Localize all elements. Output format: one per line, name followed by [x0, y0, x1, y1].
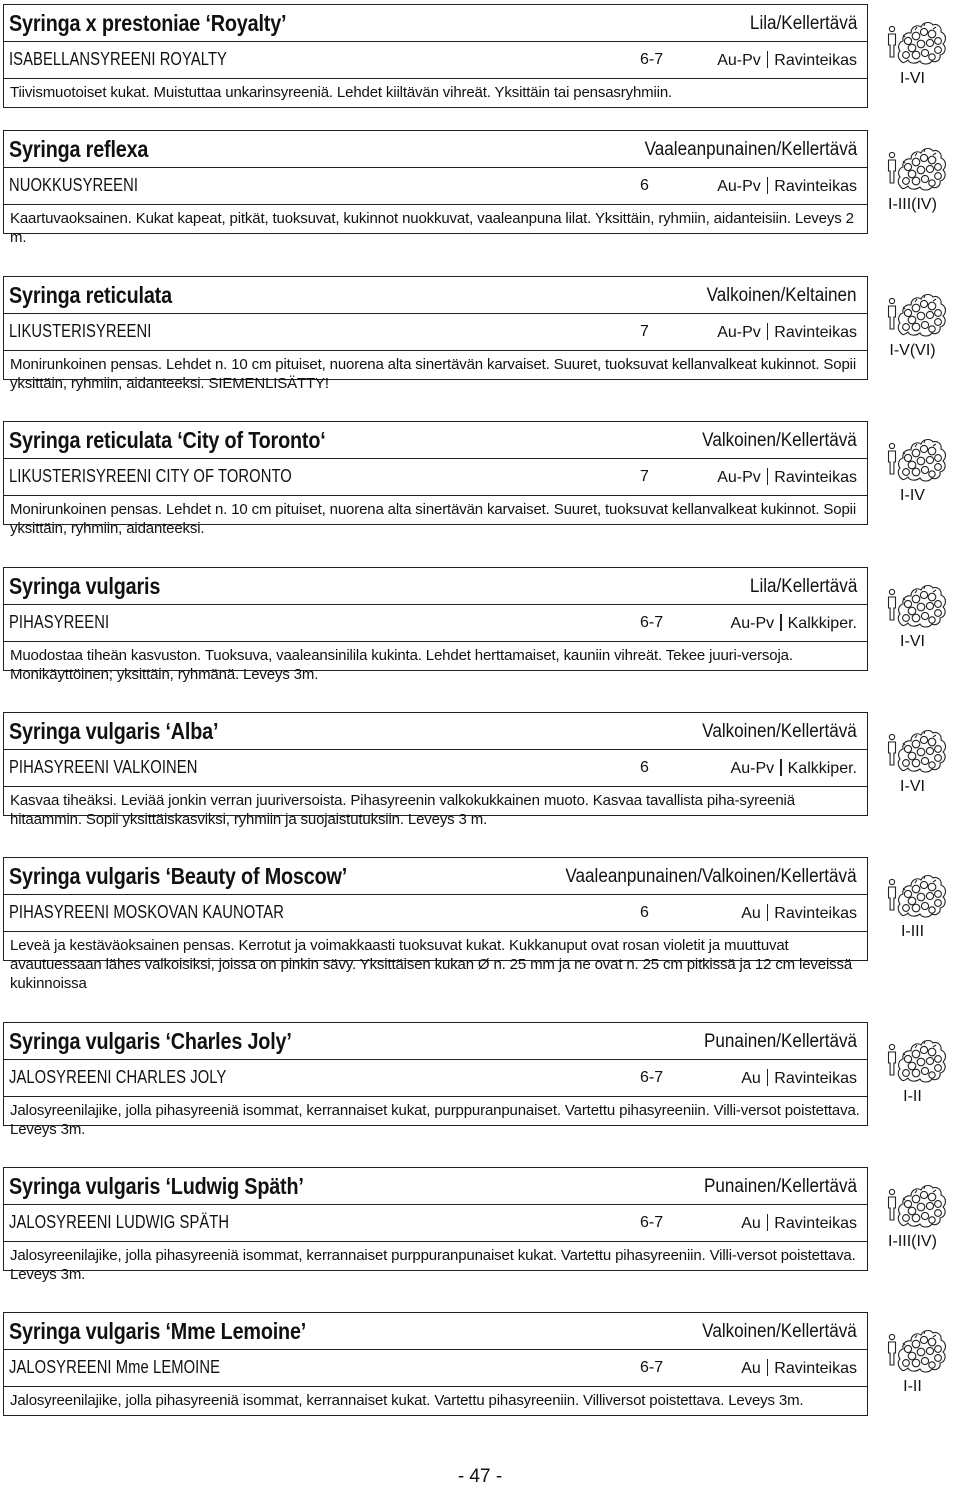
entry-table: [3, 1312, 868, 1416]
soil-requirement: Kalkkiper.: [787, 615, 857, 632]
light-requirement: Au: [741, 1360, 761, 1377]
size-hardiness-cell: [868, 130, 957, 234]
zone-value: 6-7: [640, 1359, 664, 1376]
separator: [767, 1359, 769, 1376]
shrub-with-person-icon: [886, 863, 948, 919]
soil-requirement: Ravinteikas: [774, 1360, 857, 1377]
description: Muodostaa tiheän kasvuston. Tuoksuva, vaaleansinililа kukinta. Lehdet herttamaiset, kauniin vihreät. Tekee juuri-versoja. Monikäyttöinen; yksittäin, ryhmänä. Leveys 3m.: [10, 647, 793, 683]
growing-conditions: [741, 1359, 857, 1378]
plant-entry: [3, 1312, 957, 1418]
description: Kasvaa tiheäksi. Leviää jonkin verran juuriversoista. Pihasyreenin valkokukkainen muoto. Kasvaa tavallista piha-syreeniä hitaammin. Sopii yksittäiskasviksi, ryhmiin ja suojaistutuksiin. Leveys 3 m.: [10, 792, 795, 828]
hardiness-zone: I-VI: [900, 778, 925, 795]
separator: [767, 904, 769, 921]
divider: [4, 350, 867, 351]
size-hardiness-cell: [868, 857, 957, 961]
separator: [780, 759, 782, 776]
growing-conditions: [741, 1214, 857, 1233]
light-requirement: Au-Pv: [730, 615, 775, 632]
separator: [767, 1069, 769, 1086]
plant-entry: [3, 130, 957, 246]
light-requirement: Au-Pv: [717, 178, 761, 195]
shrub-with-person-icon: [886, 1318, 948, 1374]
divider: [4, 204, 867, 205]
finnish-name: PIHASYREENI MOSKOVAN KAUNOTAR: [9, 902, 284, 922]
divider: [4, 1059, 867, 1060]
entry-table: [3, 1167, 868, 1283]
finnish-name: JALOSYREENI LUDWIG SPÄTH: [9, 1212, 230, 1232]
divider: [4, 604, 867, 605]
zone-value: 6: [640, 759, 649, 776]
zone-value: 7: [640, 468, 649, 485]
hardiness-zone: I-II: [903, 1378, 922, 1395]
entry-table: [3, 567, 868, 683]
flower-color: Vaaleanpunainen/Valkoinen/Kellertävä: [565, 866, 857, 887]
hardiness-zone: I-II: [903, 1088, 922, 1105]
growing-conditions: [741, 1069, 857, 1088]
soil-requirement: Ravinteikas: [774, 178, 857, 195]
separator: [767, 323, 769, 340]
scientific-name: Syringa x prestoniae ‘Royalty’: [9, 10, 287, 36]
divider: [4, 1241, 867, 1242]
finnish-name: ISABELLANSYREENI ROYALTY: [9, 49, 227, 69]
growing-conditions: [731, 759, 857, 778]
entry-table: [3, 1022, 868, 1138]
finnish-name: LIKUSTERISYREENI CITY OF TORONTO: [9, 466, 292, 486]
divider: [4, 786, 867, 787]
zone-value: 6-7: [640, 51, 664, 68]
scientific-name: Syringa vulgaris ‘Ludwig Späth’: [9, 1173, 304, 1199]
separator: [767, 177, 769, 194]
size-hardiness-cell: [868, 567, 957, 671]
soil-requirement: Ravinteikas: [774, 52, 857, 69]
divider: [4, 313, 867, 314]
separator: [767, 468, 769, 485]
growing-conditions: [717, 177, 857, 196]
shrub-with-person-icon: [886, 1173, 948, 1229]
hardiness-zone: I-VI: [900, 70, 925, 87]
divider: [4, 1204, 867, 1205]
divider: [4, 78, 867, 79]
flower-color: Valkoinen/Kellertävä: [702, 1321, 857, 1342]
entry-table: [3, 857, 868, 992]
shrub-with-person-icon: [886, 573, 948, 629]
plant-entry: [3, 421, 957, 537]
soil-requirement: Ravinteikas: [774, 1215, 857, 1232]
plant-entry: [3, 857, 957, 992]
entry-table: [3, 4, 868, 108]
light-requirement: Au: [741, 1070, 761, 1087]
scientific-name: Syringa vulgaris ‘Charles Joly’: [9, 1028, 292, 1054]
entry-table: [3, 130, 868, 246]
plant-entry: [3, 276, 957, 392]
soil-requirement: Ravinteikas: [774, 1070, 857, 1087]
hardiness-zone: I-III(IV): [888, 196, 937, 213]
size-hardiness-cell: [868, 1167, 957, 1271]
finnish-name: NUOKKUSYREENI: [9, 175, 139, 195]
divider: [4, 641, 867, 642]
zone-value: 6-7: [640, 1069, 664, 1086]
description: Tiivismuotoiset kukat. Muistuttaa unkarinsyreeniä. Lehdet kiiltävän vihreät. Yksittäin tai pensasryhmiin.: [10, 84, 673, 101]
scientific-name: Syringa vulgaris ‘Mme Lemoine’: [9, 1318, 307, 1344]
light-requirement: Au-Pv: [730, 760, 775, 777]
divider: [4, 894, 867, 895]
divider: [4, 458, 867, 459]
divider: [4, 41, 867, 42]
hardiness-zone: I-V(VI): [889, 342, 936, 359]
size-hardiness-cell: [868, 712, 957, 816]
scientific-name: Syringa vulgaris ‘Alba’: [9, 718, 219, 744]
light-requirement: Au-Pv: [717, 52, 761, 69]
soil-requirement: Kalkkiper.: [787, 760, 857, 777]
growing-conditions: [717, 51, 857, 70]
flower-color: Punainen/Kellertävä: [703, 1176, 857, 1197]
divider: [4, 749, 867, 750]
divider: [4, 1386, 867, 1387]
shrub-with-person-icon: [886, 718, 948, 774]
entry-table: [3, 421, 868, 537]
light-requirement: Au: [741, 1215, 761, 1232]
divider: [4, 495, 867, 496]
finnish-name: PIHASYREENI: [9, 612, 110, 632]
flower-color: Valkoinen/Kellertävä: [702, 430, 857, 451]
flower-color: Punainen/Kellertävä: [703, 1031, 857, 1052]
shrub-with-person-icon: [886, 427, 948, 483]
size-hardiness-cell: [868, 421, 957, 525]
plant-entry: [3, 4, 957, 110]
description: Monirunkoinen pensas. Lehdet n. 10 cm pituiset, nuorena alta sinertävän karvaiset. Suuret, tuoksuvat kellanvalkeat kukinnot. Sopii yksittäin, ryhmiin, aidanteeksi.: [10, 501, 857, 537]
plant-entry: [3, 712, 957, 828]
entry-table: [3, 712, 868, 828]
plant-entry: [3, 567, 957, 683]
light-requirement: Au-Pv: [717, 469, 761, 486]
shrub-with-person-icon: [886, 136, 948, 192]
finnish-name: JALOSYREENI CHARLES JOLY: [9, 1067, 227, 1087]
shrub-with-person-icon: [886, 1028, 948, 1084]
flower-color: Lila/Kellertävä: [749, 13, 857, 34]
separator: [767, 51, 769, 68]
scientific-name: Syringa vulgaris: [9, 573, 161, 599]
growing-conditions: [717, 323, 857, 342]
hardiness-zone: I-IV: [900, 487, 925, 504]
separator: [780, 614, 782, 631]
divider: [4, 1096, 867, 1097]
zone-value: 7: [640, 323, 649, 340]
flower-color: Valkoinen/Keltainen: [707, 285, 857, 306]
zone-value: 6: [640, 904, 649, 921]
zone-value: 6-7: [640, 1214, 664, 1231]
flower-color: Lila/Kellertävä: [749, 576, 857, 597]
size-hardiness-cell: [868, 1312, 957, 1416]
description: Leveä ja kestäväoksainen pensas. Kerrotut ja voimakkaasti tuoksuvat kukat. Kukkanuput ovat rosan violetit ja muuttuvat avautuessaan lähes valkoisiksi, joissa on pinkin sävy. Yksittäisen kukan Ø n. 25 mm ja ne ovat n. 25 cm pitkissä ja 12 cm leveissä kukinnoissa: [10, 937, 853, 992]
description: Jalosyreenilajike, jolla pihasyreeniä isommat, kerrannaiset kukat. Vartettu pihasyreeniin. Villiversot poistettava. Leveys 3m.: [10, 1392, 804, 1409]
soil-requirement: Ravinteikas: [774, 469, 857, 486]
flower-color: Vaaleanpunainen/Kellertävä: [644, 139, 857, 160]
growing-conditions: [731, 614, 857, 633]
plant-entry: [3, 1167, 957, 1283]
divider: [4, 1349, 867, 1350]
hardiness-zone: I-III(IV): [888, 1233, 937, 1250]
divider: [4, 167, 867, 168]
hardiness-zone: I-III: [900, 923, 925, 940]
scientific-name: Syringa reticulata ‘City of Toronto‘: [9, 427, 326, 453]
description: Kaartuvaoksainen. Kukat kapeat, pitkät, tuoksuvat, kukinnot nuokkuvat, vaaleanpuna lilat. Yksittäin, ryhmiin, aidanteisiin. Leveys 2 m.: [10, 210, 854, 246]
shrub-with-person-icon: [886, 282, 948, 338]
growing-conditions: [717, 468, 857, 487]
entry-table: [3, 276, 868, 392]
soil-requirement: Ravinteikas: [774, 905, 857, 922]
hardiness-zone: I-VI: [900, 633, 925, 650]
scientific-name: Syringa vulgaris ‘Beauty of Moscow’: [9, 863, 348, 889]
flower-color: Valkoinen/Kellertävä: [702, 721, 857, 742]
description: Monirunkoinen pensas. Lehdet n. 10 cm pituiset, nuorena alta sinertävän karvaiset. Suuret, tuoksuvat kellanvalkeat kukinnot. Sopii yksittäin, ryhmiin, aidanteeksi. SIEMENLISÄTTY!: [10, 356, 857, 392]
shrub-with-person-icon: [886, 10, 948, 66]
page-number: - 47 -: [457, 1466, 503, 1487]
soil-requirement: Ravinteikas: [774, 324, 857, 341]
zone-value: 6: [640, 177, 649, 194]
finnish-name: PIHASYREENI VALKOINEN: [9, 757, 198, 777]
description: Jalosyreenilajike, jolla pihasyreeniä isommat, kerrannaiset purppuranpunaiset kukat. Vartettu pihasyreeniin. Villi-versot poistettava. Leveys 3m.: [10, 1247, 856, 1283]
scientific-name: Syringa reflexa: [9, 136, 149, 162]
finnish-name: LIKUSTERISYREENI: [9, 321, 152, 341]
finnish-name: JALOSYREENI Mme LEMOINE: [9, 1357, 221, 1377]
size-hardiness-cell: [868, 1022, 957, 1126]
size-hardiness-cell: [868, 4, 957, 108]
divider: [4, 931, 867, 932]
scientific-name: Syringa reticulata: [9, 282, 172, 308]
description: Jalosyreenilajike, jolla pihasyreeniä isommat, kerrannaiset kukat, purppuranpunaiset. Vartettu pihasyreeniin. Villi-versot poistettava. Leveys 3m.: [10, 1102, 860, 1138]
size-hardiness-cell: [868, 276, 957, 380]
light-requirement: Au: [741, 905, 761, 922]
zone-value: 6-7: [640, 614, 664, 631]
plant-entry: [3, 1022, 957, 1138]
growing-conditions: [741, 904, 857, 923]
light-requirement: Au-Pv: [717, 324, 761, 341]
separator: [767, 1214, 769, 1231]
